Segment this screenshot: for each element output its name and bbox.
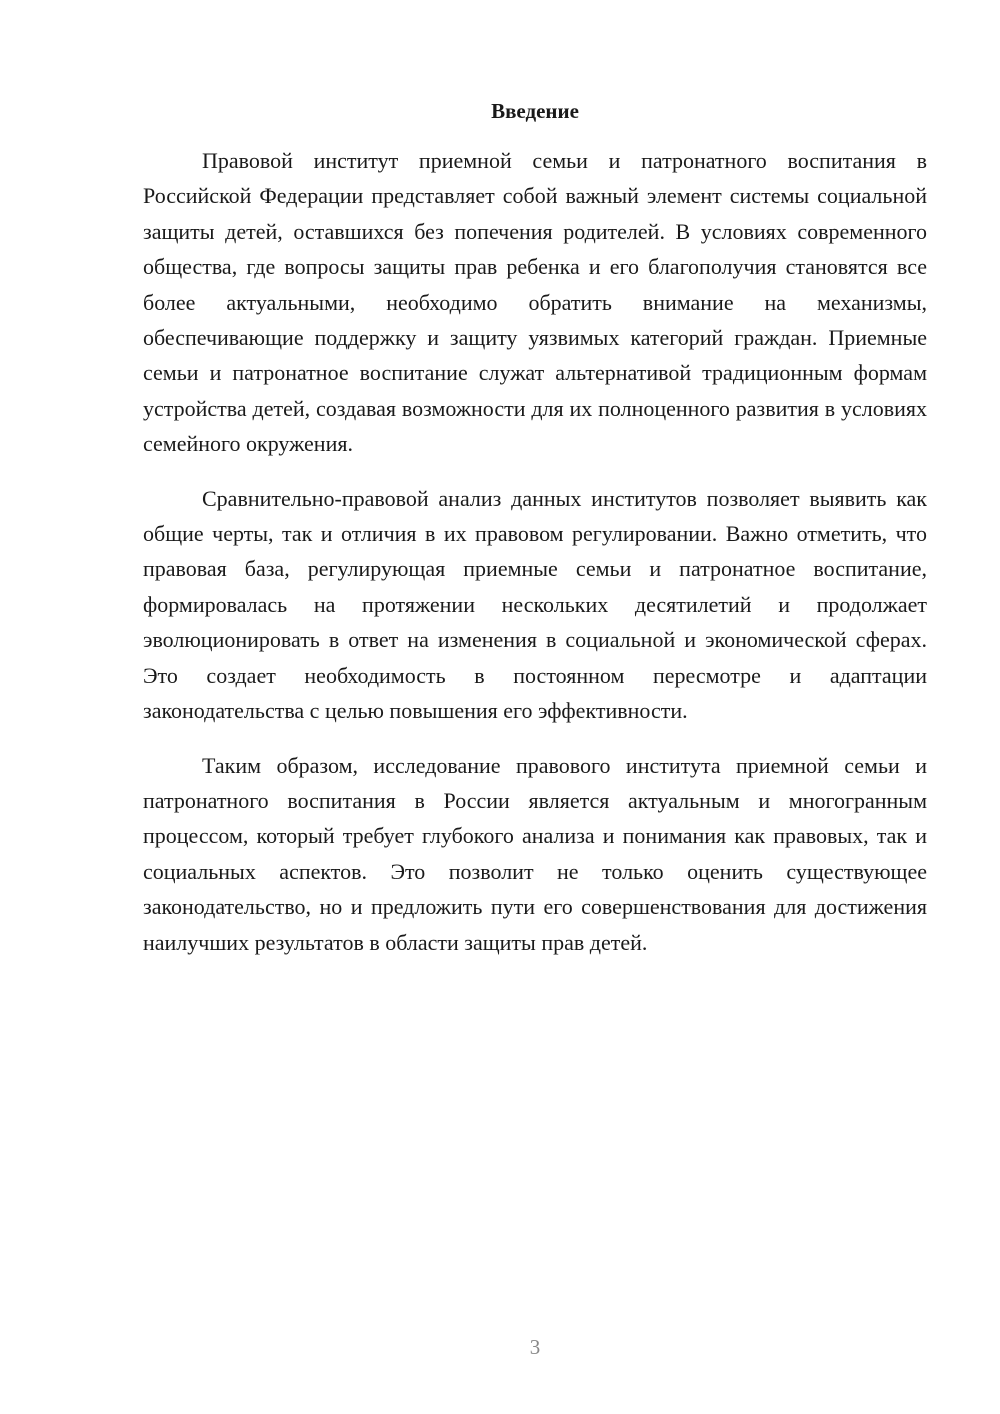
paragraph-3: Таким образом, исследование правового института приемной семьи и патронатного воспитания в России является актуальным и многогранным процессом, который требует глубокого анализа и понимания как правовых, так и социальных аспектов. Это позволит не только оценить существующее законодательство, но и предложить пути его совершенствования для достижения наилучших результатов в области защиты прав детей. [143, 752, 927, 955]
body-text [143, 143, 927, 979]
paragraph-2: Сравнительно-правовой анализ данных институтов позволяет выявить как общие черты, так и отличия в их правовом регулировании. Важно отметить, что правовая база, регулирующая приемные семьи и патронатное воспитание, формировалась на протяжении нескольких десятилетий и продолжает эволюционировать в ответ на изменения в социальной и экономической сферах. Это создает необходимость в постоянном пересмотре и адаптации законодательства с целью повышения его эффективности. [143, 485, 927, 724]
page-number: 3 [529, 1335, 541, 1359]
section-heading: Введение [491, 99, 579, 123]
paragraph-1: Правовой институт приемной семьи и патронатного воспитания в Российской Федерации представляет собой важный элемент системы социальной защиты детей, оставшихся без попечения родителей. В условиях современного общества, где вопросы защиты прав ребенка и его благополучия становятся все более актуальными, необходимо обратить внимание на механизмы, обеспечивающие поддержку и защиту уязвимых категорий граждан. Приемные семьи и патронатное воспитание служат альтернативой традиционным формам устройства детей, создавая возможности для их полноценного развития в условиях семейного окружения. [143, 148, 927, 457]
